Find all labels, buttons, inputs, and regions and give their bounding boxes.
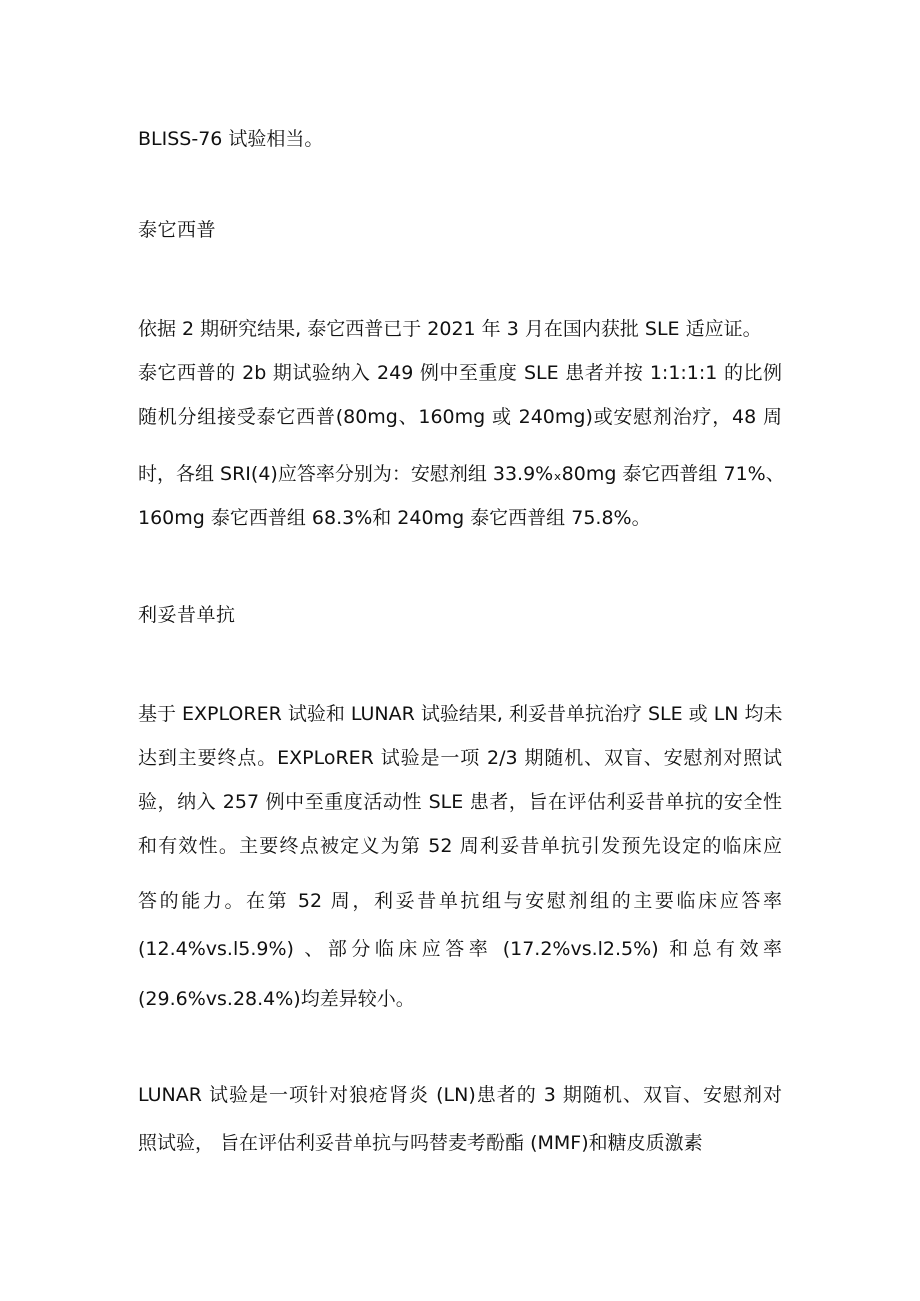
section-heading-telitacicept: 泰它西普 [138, 219, 217, 241]
paragraph-line: 时，各组 SRI(4)应答率分别为：安慰剂组 33.9%ₓ80mg 泰它西普组 71%、 [138, 463, 785, 485]
paragraph-line: 基于 EXPLORER 试验和 LUNAR 试验结果, 利妥昔单抗治疗 SLE 或 LN 均未 [138, 703, 783, 725]
paragraph-line: 照试验， 旨在评估利妥昔单抗与吗替麦考酚酯 (MMF)和糖皮质激素 [138, 1132, 703, 1154]
paragraph-line: (29.6%vs.28.4%)均差异较小。 [138, 988, 415, 1010]
intro-line: BLISS-76 试验相当。 [138, 128, 324, 150]
paragraph-line: 答的能力。在第 52 周，利妥昔单抗组与安慰剂组的主要临床应答率 [138, 890, 782, 912]
paragraph-line: 随机分组接受泰它西普(80mg、160mg 或 240mg)或安慰剂治疗，48 周 [138, 406, 782, 428]
paragraph-line: 达到主要终点。EXPLoRER 试验是一项 2/3 期随机、双盲、安慰剂对照试 [138, 747, 782, 769]
paragraph-line: 160mg 泰它西普组 68.3%和 240mg 泰它西普组 75.8%。 [138, 507, 651, 529]
paragraph-line: LUNAR 试验是一项针对狼疮肾炎 (LN)患者的 3 期随机、双盲、安慰剂对 [138, 1084, 782, 1106]
section-heading-rituximab: 利妥昔单抗 [138, 604, 236, 626]
paragraph-line: 泰它西普的 2b 期试验纳入 249 例中至重度 SLE 患者并按 1:1:1:1 的比例 [138, 362, 782, 384]
paragraph-line: (12.4%vs.l5.9%) 、部分临床应答率 (17.2%vs.l2.5%) 和总有效率 [138, 938, 782, 960]
paragraph-line: 验，纳入 257 例中至重度活动性 SLE 患者，旨在评估利妥昔单抗的安全性 [138, 791, 782, 813]
paragraph-line: 依据 2 期研究结果, 泰它西普已于 2021 年 3 月在国内获批 SLE 适应证。 [138, 318, 762, 340]
paragraph-line: 和有效性。主要终点被定义为第 52 周利妥昔单抗引发预先设定的临床应 [138, 835, 782, 857]
